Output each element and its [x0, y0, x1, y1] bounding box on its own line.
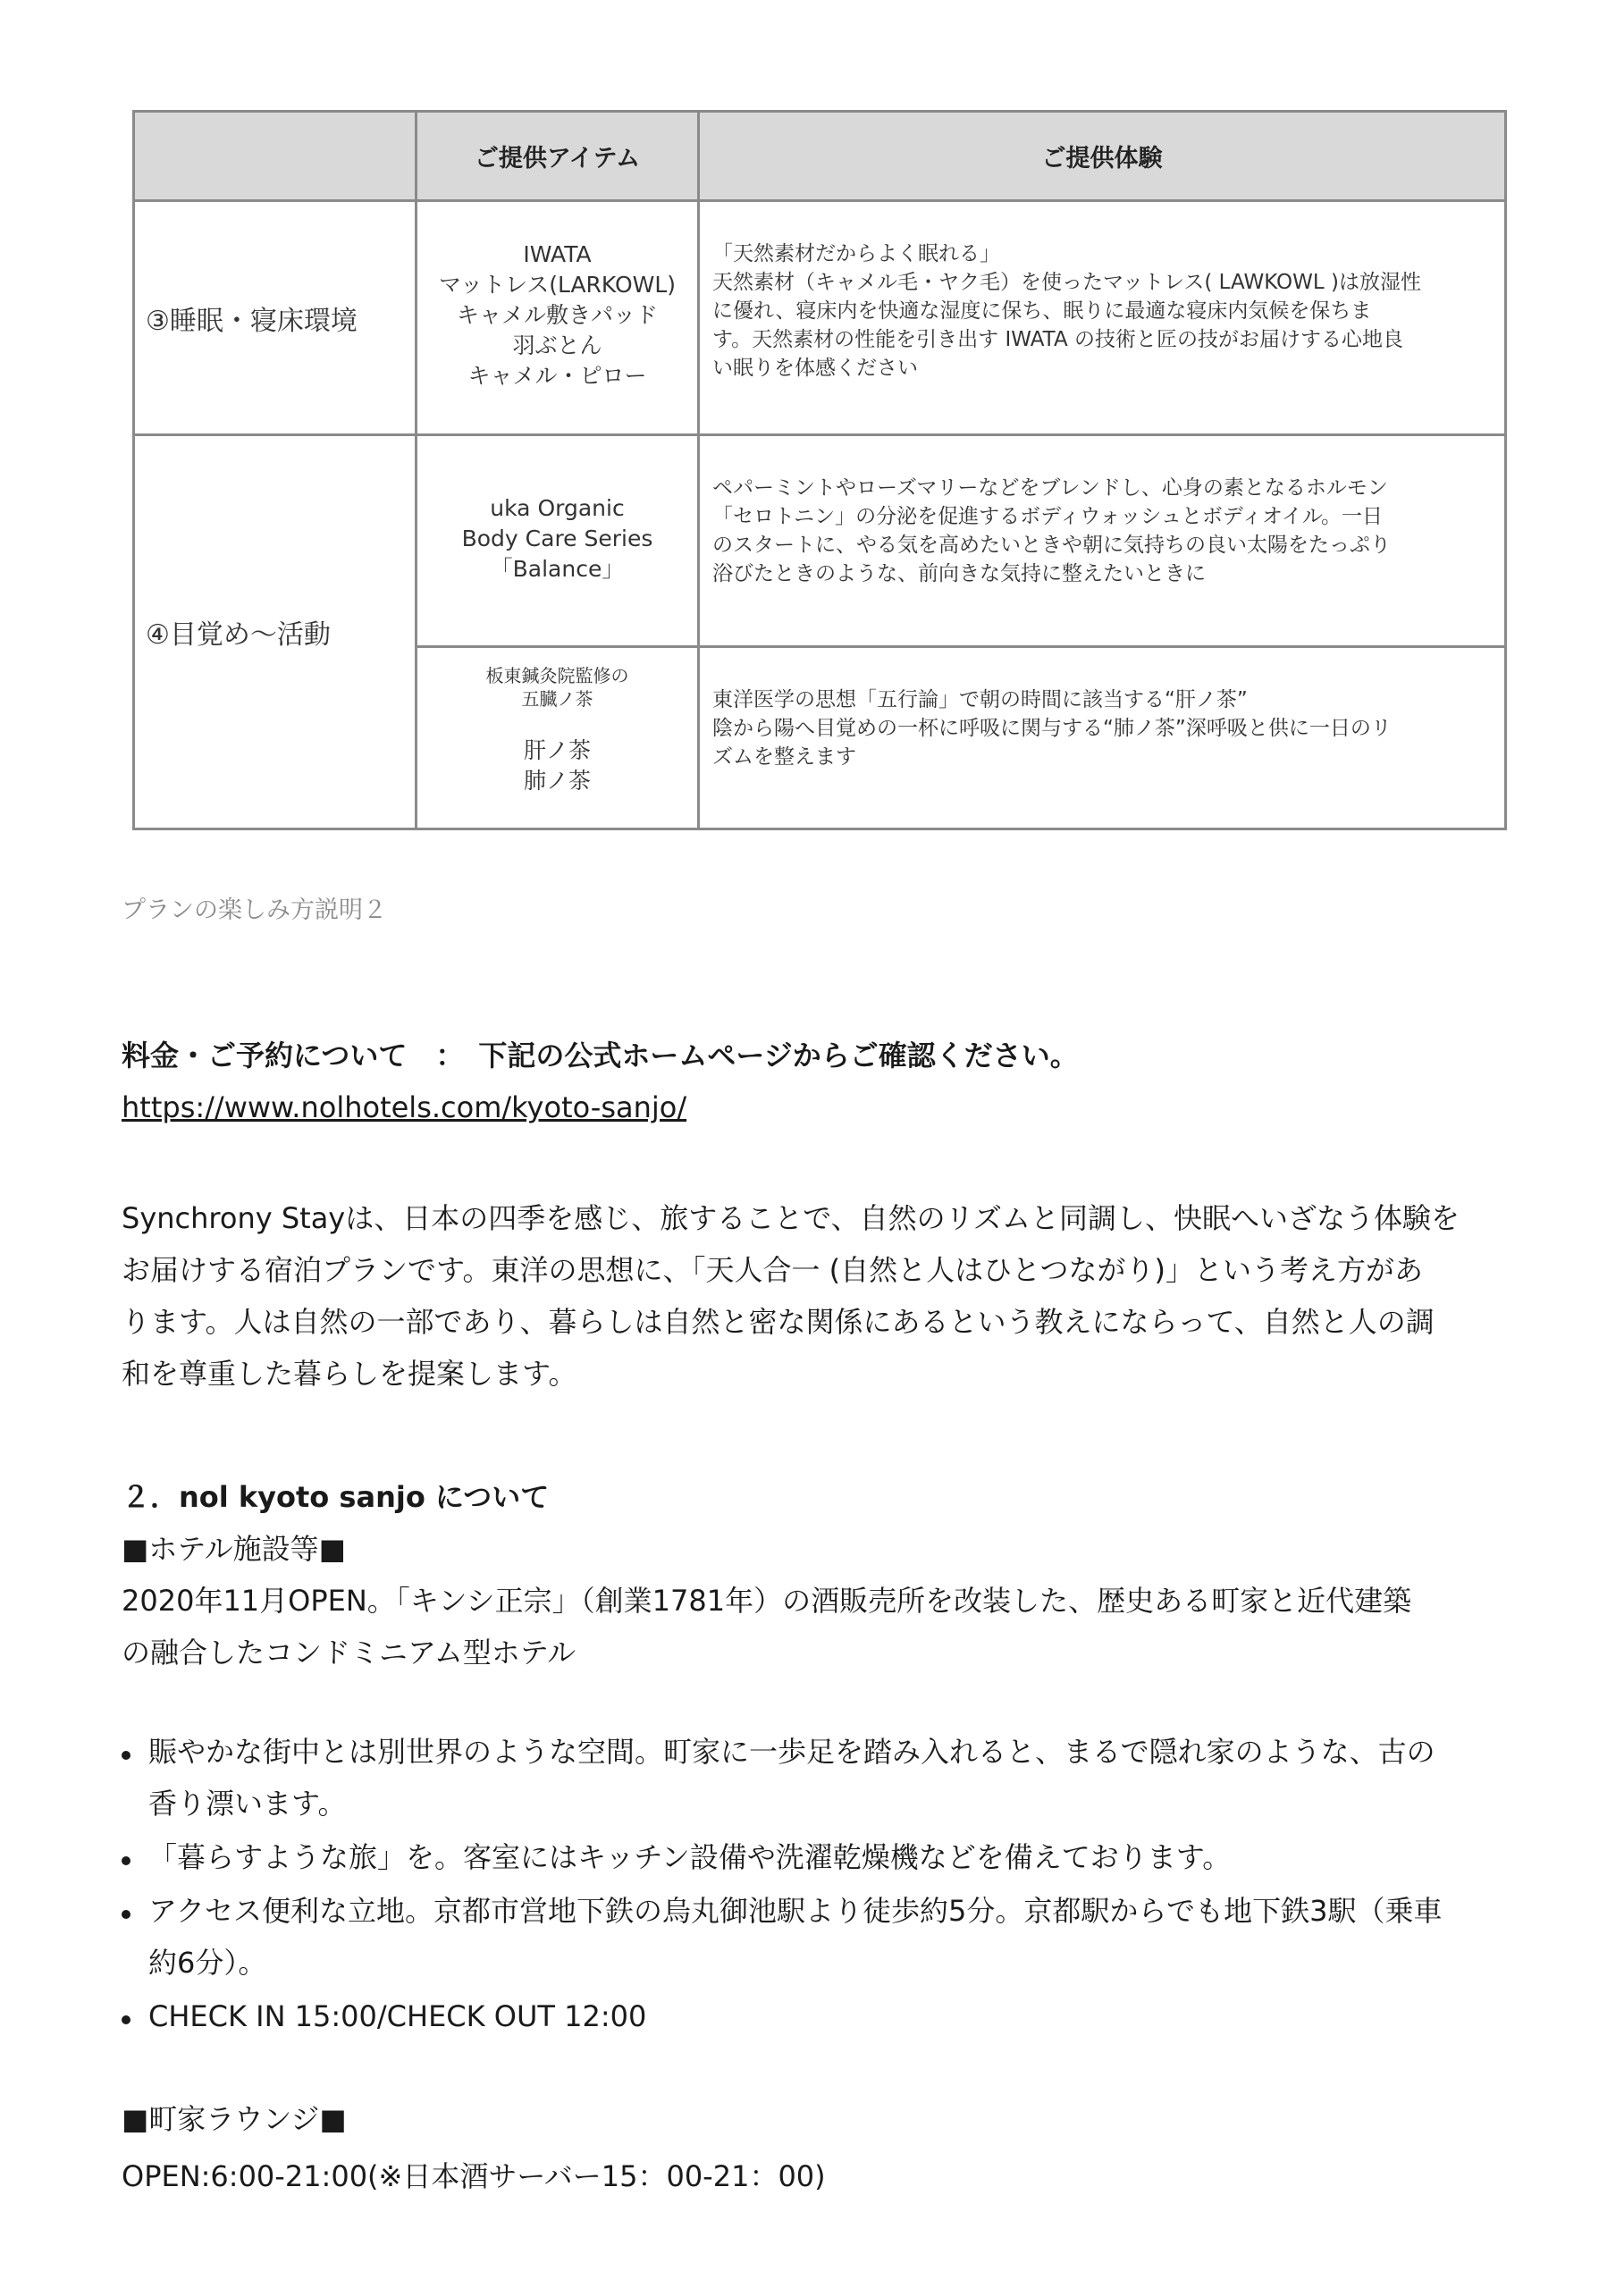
list-item: [122, 1726, 1516, 1830]
intro-paragraph: [122, 1192, 1516, 1400]
experience-line: に優れ、寝床内を快適な湿度に保ち、眠りに最適な寝床内気候を保ちま: [712, 299, 1372, 323]
table-header-experience: ご提供体験: [699, 112, 1506, 201]
item-line: 「Balance」: [490, 556, 625, 582]
table-caption: プランの楽しみ方説明２: [122, 896, 387, 924]
experience-line: ズムを整えます: [712, 745, 856, 769]
intro-line: Synchrony Stayは、日本の四季を感じ、旅することで、自然のリズムと同調し、快眠へいざなう体験を: [122, 1201, 1460, 1235]
item-line: キャメル敷きパッド: [456, 302, 658, 328]
lounge-hours: OPEN:6:00-21:00(※日本酒サーバー15：00-21：00): [122, 2159, 826, 2193]
experience-cell: [699, 201, 1506, 435]
intro-line: 和を尊重した暮らしを提案します。: [122, 1357, 577, 1391]
experience-line: 東洋医学の思想「五行論」で朝の時間に該当する“肝ノ茶”: [712, 688, 1248, 711]
item-line: 板東鍼灸院監修の: [485, 665, 629, 686]
item-line: IWATA: [523, 241, 592, 267]
experience-line: 「セロトニン」の分泌を促進するボディウォッシュとボディオイル。一日: [712, 505, 1384, 528]
section2: [122, 1471, 1516, 1678]
item-line: Body Care Series: [461, 526, 653, 551]
category-cell: ③睡眠・寝床環境: [134, 201, 417, 435]
pricing-heading: 料金・ご予約について ： 下記の公式ホームページからご確認ください。: [122, 1039, 1079, 1072]
table-header-empty: [134, 112, 417, 201]
experience-line: 「天然素材だからよく眠れる」: [712, 242, 1000, 265]
category-cell: ④目覚め〜活動: [134, 435, 417, 829]
table-header-row: [134, 112, 1506, 201]
table-row: [134, 201, 1506, 435]
items-cell: [417, 201, 699, 435]
facility-bullets: [122, 1726, 1516, 2044]
item-line: uka Organic: [490, 495, 625, 521]
experience-line: のスタートに、やる気を高めたいときや朝に気持ちの良い太陽をたっぷり: [712, 534, 1391, 557]
experience-line: 陰から陽へ目覚めの一杯に呼吸に関与する“肺ノ茶”深呼吸と供に一日のリ: [712, 717, 1392, 740]
facility-desc-line: 2020年11月OPEN。「キンシ正宗」（創業1781年）の酒販売所を改装した、歴史ある町家と近代建築: [122, 1584, 1412, 1618]
table-header-items: ご提供アイテム: [417, 112, 699, 201]
list-item: [122, 1885, 1516, 1989]
section2-heading: ２．nol kyoto sanjo について: [122, 1480, 550, 1514]
item-line: 肺ノ茶: [523, 768, 591, 794]
experience-line: い眠りを体感ください: [712, 357, 918, 380]
bullet-line: 賑やかな街中とは別世界のような空間。町家に一歩足を踏み入れると、まるで隠れ家のような、古の: [148, 1735, 1435, 1769]
bullet-line: アクセス便利な立地。京都市営地下鉄の烏丸御池駅より徒歩約5分。京都駅からでも地下鉄3駅（乗車: [148, 1894, 1443, 1928]
bullet-line: CHECK IN 15:00/CHECK OUT 12:00: [148, 1999, 647, 2033]
pricing-section: [122, 1030, 1516, 1133]
item-line: 五臓ノ茶: [521, 688, 593, 710]
experience-cell: [699, 435, 1506, 647]
list-item: [122, 1990, 1516, 2042]
experience-line: す。天然素材の性能を引き出す IWATA の技術と匠の技がお届けする心地良: [712, 328, 1403, 351]
facility-label: ■ホテル施設等■: [122, 1532, 346, 1566]
item-line: 肝ノ茶: [523, 737, 591, 763]
experience-line: 浴びたときのような、前向きな気持に整えたいときに: [712, 562, 1206, 585]
official-site-link[interactable]: https://www.nolhotels.com/kyoto-sanjo/: [122, 1090, 687, 1124]
lounge-section: [122, 2093, 1516, 2202]
experience-cell: [699, 647, 1506, 829]
item-line: マットレス(LARKOWL): [438, 272, 677, 298]
experience-line: ペパーミントやローズマリーなどをブレンドし、心身の素となるホルモン: [712, 476, 1388, 500]
intro-line: ります。人は自然の一部であり、暮らしは自然と密な関係にあるという教えにならって、自然と人の調: [122, 1305, 1435, 1339]
table-row: [134, 435, 1506, 647]
intro-line: お届けする宿泊プランです。東洋の思想に、「天人合一 (自然と人はひとつながり)」という考え方があ: [122, 1253, 1423, 1287]
experience-line: 天然素材（キャメル毛・ヤク毛）を使ったマットレス( LAWKOWL )は放湿性: [712, 271, 1422, 294]
plan-table: [132, 110, 1507, 830]
list-item: [122, 1831, 1516, 1883]
items-cell: [417, 647, 699, 829]
item-line: 羽ぶとん: [512, 332, 602, 358]
bullet-line: 約6分）。: [148, 1946, 267, 1980]
item-line: キャメル・ピロー: [467, 363, 647, 389]
facility-desc-line: の融合したコンドミニアム型ホテル: [122, 1636, 576, 1670]
bullet-line: 香り漂います。: [148, 1787, 347, 1821]
lounge-label: ■町家ラウンジ■: [122, 2102, 347, 2136]
items-cell: [417, 435, 699, 647]
bullet-line: 「暮らすような旅」を。客室にはキッチン設備や洗濯乾燥機などを備えております。: [148, 1840, 1232, 1874]
